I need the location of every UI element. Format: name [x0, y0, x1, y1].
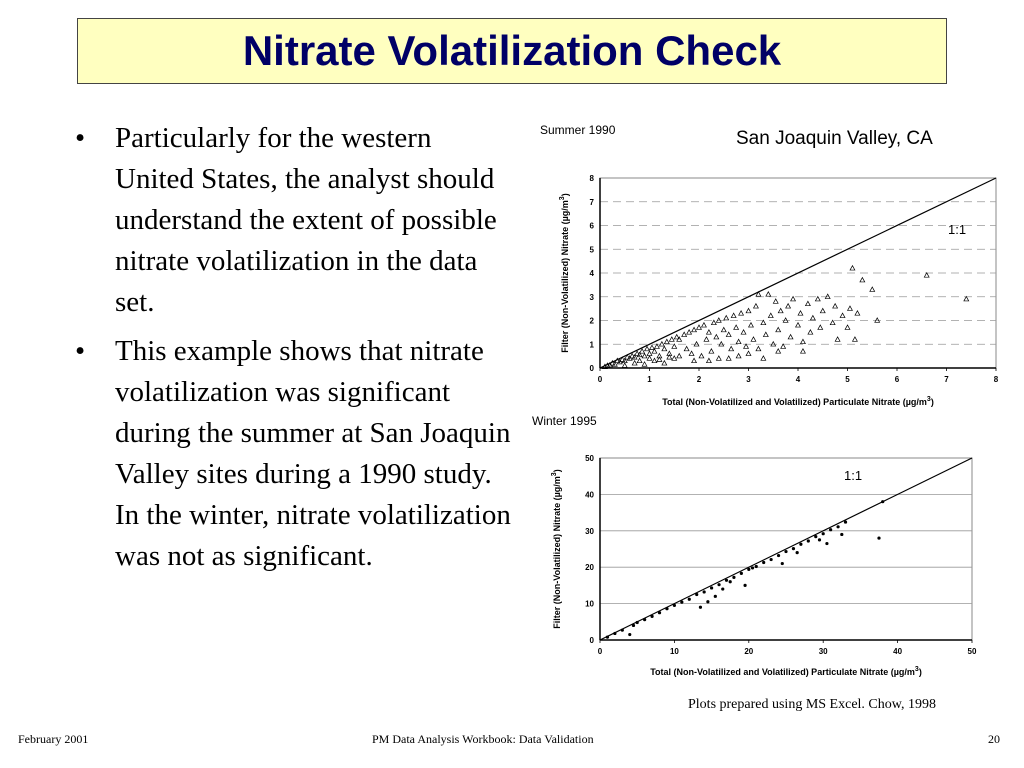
data-point	[662, 346, 667, 350]
data-point	[829, 528, 832, 531]
data-point	[699, 354, 704, 358]
data-point	[729, 580, 732, 583]
data-point	[770, 558, 773, 561]
data-point	[762, 561, 765, 564]
data-point	[642, 354, 647, 358]
data-point	[692, 358, 697, 362]
data-point	[855, 311, 860, 315]
data-point	[796, 323, 801, 327]
data-point	[766, 292, 771, 296]
data-point	[711, 320, 716, 324]
data-point	[777, 554, 780, 557]
data-point	[719, 342, 724, 346]
data-point	[689, 351, 694, 355]
data-point	[820, 308, 825, 312]
chart-title: Summer 1990	[540, 123, 616, 137]
y-tick-label: 4	[589, 269, 594, 278]
data-point	[808, 330, 813, 334]
data-point	[731, 313, 736, 317]
data-point	[692, 327, 697, 331]
data-point	[680, 601, 683, 604]
data-point	[833, 304, 838, 308]
data-point	[632, 624, 635, 627]
data-point	[717, 583, 720, 586]
data-point	[781, 562, 784, 565]
x-tick-label: 4	[795, 375, 801, 384]
data-point	[763, 332, 768, 336]
one-to-one-label: 1:1	[948, 222, 967, 237]
y-tick-label: 2	[589, 316, 594, 326]
data-point	[726, 332, 731, 336]
y-tick-label: 40	[585, 490, 594, 500]
data-point	[924, 273, 929, 277]
y-tick-label: 6	[589, 221, 594, 231]
data-point	[739, 311, 744, 315]
data-point	[870, 287, 875, 291]
x-axis-label: Total (Non-Volatilized and Volatilized) Particulate Nitrate $(\mu g/m^3)$	[650, 666, 922, 677]
data-point	[761, 356, 766, 360]
data-point	[778, 308, 783, 312]
data-point	[659, 342, 664, 346]
y-tick-label: 0	[589, 636, 594, 645]
data-point	[703, 590, 706, 593]
x-axis-label: Total (Non-Volatilized and Volatilized) Particulate Nitrate $(\mu g/m^3)$	[662, 396, 934, 407]
slide-title: Nitrate Volatilization Check	[242, 27, 782, 74]
data-point	[736, 339, 741, 343]
winter-1995-chart	[528, 410, 1004, 690]
data-point	[645, 346, 650, 350]
one-to-one-line	[600, 458, 972, 640]
data-point	[875, 318, 880, 322]
data-point	[784, 550, 787, 553]
data-point	[682, 332, 687, 336]
x-tick-label: 7	[944, 375, 949, 384]
data-point	[688, 598, 691, 601]
x-tick-label: 8	[993, 375, 999, 384]
data-point	[771, 342, 776, 346]
x-tick-label: 30	[818, 647, 828, 656]
x-tick-label: 3	[746, 375, 751, 384]
y-tick-label: 10	[585, 599, 594, 609]
data-point	[853, 337, 858, 341]
x-tick-label: 0	[597, 375, 603, 384]
data-point	[734, 325, 739, 329]
data-point	[709, 349, 714, 353]
footer-page-number: 20	[988, 732, 1000, 746]
y-tick-label: 50	[585, 454, 594, 463]
y-tick-label: 1	[589, 340, 594, 350]
data-point	[836, 525, 839, 528]
data-point	[815, 297, 820, 301]
one-to-one-label: 1:1	[844, 468, 863, 483]
y-tick-label: 8	[589, 174, 594, 183]
data-point	[845, 325, 850, 329]
data-point	[781, 344, 786, 348]
data-point	[798, 311, 803, 315]
data-point	[788, 335, 793, 339]
data-point	[632, 361, 637, 365]
y-axis-label: Filter (Non-Volatilized) Nitrate $(\mu g/m^3)$	[551, 469, 562, 629]
data-point	[807, 539, 810, 542]
data-point	[640, 349, 645, 353]
data-point	[706, 600, 709, 603]
data-point	[721, 327, 726, 331]
data-point	[964, 297, 969, 301]
data-point	[741, 330, 746, 334]
data-point	[754, 304, 759, 308]
y-tick-label: 3	[589, 292, 594, 302]
data-point	[622, 363, 627, 367]
data-point	[835, 337, 840, 341]
data-point	[699, 606, 702, 609]
data-point	[744, 344, 749, 348]
data-point	[658, 611, 661, 614]
x-tick-label: 0	[597, 647, 603, 656]
bullet-text-2: This example shows that nitrate volatilization was significant during the summer at San Joaquin Valley sites during a 1990 study. In the winter, nitrate volatilization was not as significant.	[115, 335, 511, 572]
data-point	[714, 335, 719, 339]
title-box	[77, 18, 947, 84]
data-point	[806, 301, 811, 305]
data-point	[822, 532, 825, 535]
bullet-glyph: •	[75, 335, 86, 367]
data-point	[729, 346, 734, 350]
data-point	[881, 500, 884, 503]
data-point	[860, 278, 865, 282]
chart-title: Winter 1995	[532, 414, 597, 428]
credit-text: Plots prepared using MS Excel. Chow, 1998	[688, 697, 936, 712]
data-point	[814, 535, 817, 538]
y-tick-label: 7	[589, 197, 594, 207]
data-point	[684, 346, 689, 350]
data-point	[726, 356, 731, 360]
bullet-text-1: Particularly for the western United States, the analyst should understand the extent of possible nitrate volatilization in the data set.	[115, 122, 497, 318]
bullet-glyph: •	[75, 122, 86, 154]
data-point	[776, 349, 781, 353]
data-point	[697, 325, 702, 329]
data-point	[746, 308, 751, 312]
data-point	[716, 318, 721, 322]
bullet-item-2	[75, 331, 515, 577]
data-point	[801, 349, 806, 353]
data-point	[736, 354, 741, 358]
data-point	[710, 586, 713, 589]
data-point	[636, 621, 639, 624]
data-point	[746, 351, 751, 355]
data-point	[707, 330, 712, 334]
bullet-item-1	[75, 118, 515, 323]
data-point	[776, 327, 781, 331]
x-tick-label: 6	[894, 375, 900, 384]
data-point	[655, 344, 660, 348]
data-point	[825, 294, 830, 298]
data-point	[672, 356, 677, 360]
x-tick-label: 10	[669, 647, 679, 656]
data-point	[613, 632, 616, 635]
x-tick-label: 5	[845, 375, 850, 384]
x-tick-label: 20	[744, 647, 754, 656]
data-point	[850, 266, 855, 270]
data-point	[825, 542, 828, 545]
data-point	[732, 576, 735, 579]
data-point	[761, 320, 766, 324]
data-point	[704, 337, 709, 341]
data-point	[755, 565, 758, 568]
data-point	[799, 543, 802, 546]
data-point	[714, 595, 717, 598]
data-point	[840, 313, 845, 317]
data-point	[669, 337, 674, 341]
data-point	[643, 618, 646, 621]
data-point	[673, 604, 676, 607]
footer-workbook: PM Data Analysis Workbook: Data Validation	[372, 732, 594, 746]
bullet-list	[75, 118, 515, 585]
data-point	[647, 351, 652, 355]
data-point	[725, 579, 728, 582]
x-tick-label: 1	[647, 375, 652, 384]
x-tick-label: 40	[893, 647, 903, 656]
data-point	[792, 547, 795, 550]
data-point	[818, 325, 823, 329]
y-axis-label: Filter (Non-Volatilized) Nitrate $(\mu g/m^3)$	[559, 193, 570, 353]
data-point	[844, 520, 847, 523]
data-point	[628, 633, 631, 636]
data-point	[840, 533, 843, 536]
y-tick-label: 0	[589, 364, 594, 373]
x-tick-label: 2	[696, 375, 702, 384]
data-point	[637, 358, 642, 362]
data-point	[716, 356, 721, 360]
summer-1990-chart	[528, 118, 1004, 418]
y-tick-label: 30	[585, 526, 594, 536]
data-point	[818, 538, 821, 541]
data-point	[650, 345, 655, 349]
data-point	[848, 306, 853, 310]
data-point	[724, 316, 729, 320]
data-point	[801, 339, 806, 343]
data-point	[606, 635, 609, 638]
data-point	[677, 354, 682, 358]
data-point	[751, 337, 756, 341]
data-point	[642, 362, 647, 366]
y-tick-label: 5	[589, 245, 594, 255]
data-point	[743, 584, 746, 587]
data-point	[652, 358, 657, 362]
data-point	[749, 323, 754, 327]
data-point	[650, 615, 653, 618]
data-point	[647, 356, 652, 360]
data-point	[695, 593, 698, 596]
data-point	[773, 299, 778, 303]
data-point	[687, 330, 692, 334]
data-point	[702, 323, 707, 327]
data-point	[672, 344, 677, 348]
data-point	[768, 313, 773, 317]
data-point	[707, 358, 712, 362]
x-tick-label: 50	[967, 647, 977, 656]
data-point	[783, 318, 788, 322]
y-tick-label: 20	[585, 563, 594, 573]
data-point	[665, 607, 668, 610]
data-point	[664, 339, 669, 343]
data-point	[810, 316, 815, 320]
data-point	[796, 551, 799, 554]
data-point	[830, 320, 835, 324]
data-point	[694, 342, 699, 346]
data-point	[747, 568, 750, 571]
data-point	[740, 572, 743, 575]
data-point	[877, 536, 880, 539]
region-label: San Joaquin Valley, CA	[736, 128, 933, 149]
data-point	[721, 587, 724, 590]
data-point	[751, 566, 754, 569]
data-point	[621, 629, 624, 632]
data-point	[791, 297, 796, 301]
footer-date: February 2001	[18, 732, 89, 746]
data-point	[756, 346, 761, 350]
data-point	[662, 361, 667, 365]
data-point	[786, 304, 791, 308]
